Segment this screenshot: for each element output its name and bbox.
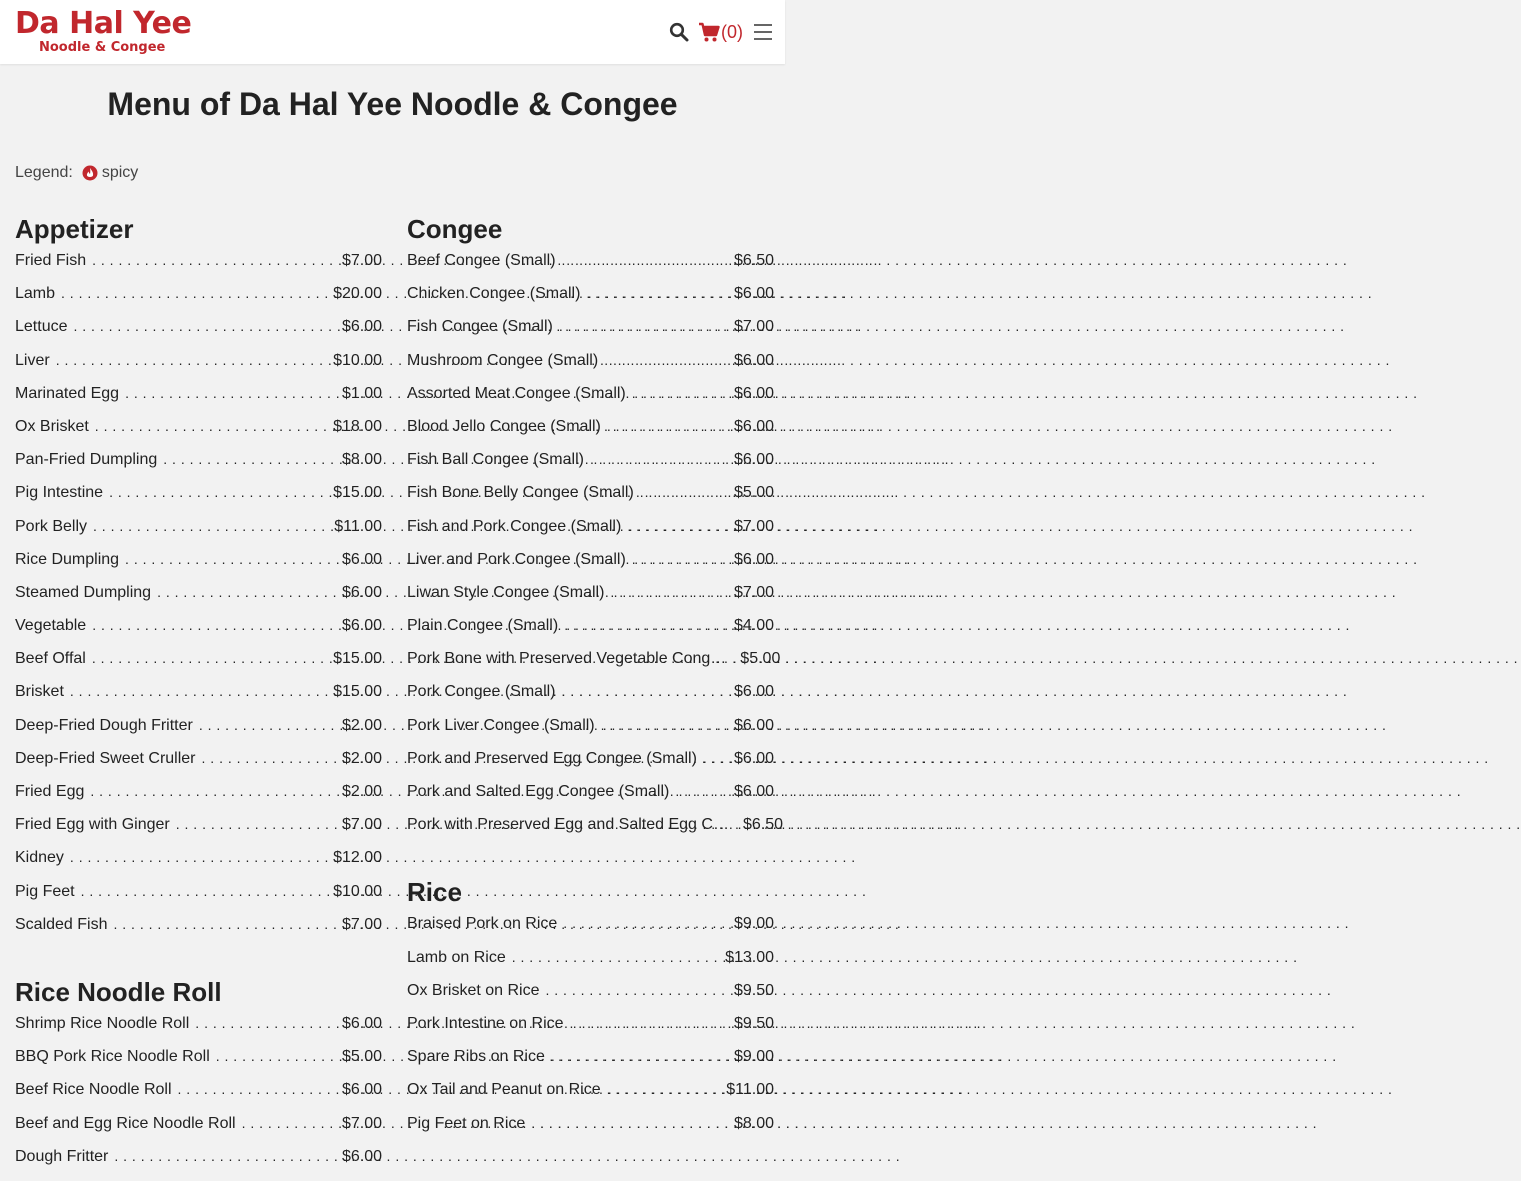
menu-item-price: $11.00 bbox=[726, 1081, 774, 1099]
menu-item[interactable] bbox=[15, 584, 382, 617]
dot-leader bbox=[70, 849, 333, 867]
menu-item-name: Brisket bbox=[15, 683, 64, 701]
dot-leader bbox=[202, 750, 342, 768]
dot-leader bbox=[114, 1148, 342, 1166]
menu-item-name: Lamb on Rice bbox=[407, 948, 506, 966]
menu-item[interactable] bbox=[407, 982, 774, 1015]
menu-item[interactable] bbox=[407, 252, 774, 285]
menu-item-name: Pork and Preserved Egg Congee (Small) bbox=[407, 749, 697, 767]
dot-leader bbox=[562, 683, 734, 701]
menu-item[interactable] bbox=[15, 816, 382, 849]
spicy-icon bbox=[82, 165, 98, 181]
menu-item-name: Rice Dumpling bbox=[15, 550, 120, 568]
menu-item[interactable] bbox=[15, 484, 382, 517]
menu-item-price: $6.00 bbox=[733, 285, 774, 303]
menu-item[interactable] bbox=[15, 252, 382, 285]
cart-button[interactable] bbox=[698, 20, 743, 44]
menu-item[interactable] bbox=[407, 783, 774, 816]
menu-item-price: $9.00 bbox=[733, 1048, 774, 1066]
menu-item-name: Fish Bone Belly Congee (Small) bbox=[407, 484, 634, 502]
menu-item-name: Lamb bbox=[15, 285, 56, 303]
section-title-appetizer: Appetizer bbox=[15, 214, 134, 244]
menu-item[interactable] bbox=[15, 1081, 382, 1114]
menu-item-name: Shrimp Rice Noodle Roll bbox=[15, 1014, 190, 1032]
section-title-congee: Congee bbox=[407, 214, 503, 244]
menu-item-name: Fried Egg with Ginger bbox=[15, 816, 170, 834]
menu-item-name: Fried Egg bbox=[15, 783, 85, 800]
menu-item-name: Fish and Pork Congee (Small) bbox=[407, 517, 622, 535]
dot-leader bbox=[610, 584, 734, 602]
menu-item[interactable] bbox=[15, 883, 382, 916]
section-rice-noodle-roll bbox=[15, 975, 382, 1181]
menu-item[interactable] bbox=[15, 650, 382, 683]
shopping-cart-icon bbox=[698, 21, 720, 43]
section-title-rice-noodle-roll: Rice Noodle Roll bbox=[15, 976, 222, 1007]
menu-item[interactable] bbox=[15, 1048, 382, 1081]
dot-leader bbox=[92, 650, 333, 668]
menu-item-name: Fish Ball Congee (Small) bbox=[407, 451, 584, 469]
menu-item[interactable] bbox=[15, 318, 382, 351]
menu-item-price: $6.00 bbox=[341, 1014, 382, 1032]
menu-item[interactable] bbox=[407, 816, 783, 849]
menu-item-name: Assorted Meat Congee (Small) bbox=[407, 384, 626, 402]
menu-item[interactable] bbox=[407, 584, 774, 617]
menu-item-name: Lettuce bbox=[15, 318, 68, 336]
menu-item-price: $7.00 bbox=[341, 1114, 382, 1132]
menu-item[interactable] bbox=[15, 385, 382, 418]
logo-sub-text: Noodle & Congee bbox=[39, 40, 166, 55]
menu-item-price: $6.00 bbox=[733, 716, 774, 734]
menu-item-price: $7.00 bbox=[733, 318, 774, 336]
menu-item[interactable] bbox=[407, 484, 774, 517]
menu-item-name: Chicken Congee (Small) bbox=[407, 285, 581, 303]
menu-item[interactable] bbox=[15, 1015, 382, 1048]
dot-leader bbox=[512, 949, 725, 967]
dot-leader bbox=[632, 385, 734, 403]
dot-leader bbox=[531, 1115, 734, 1133]
menu-item[interactable] bbox=[407, 451, 774, 484]
dot-leader bbox=[125, 551, 342, 569]
menu-item-price: $13.00 bbox=[725, 948, 774, 966]
legend bbox=[15, 164, 138, 182]
dot-leader bbox=[73, 318, 341, 336]
menu-item-price: $6.00 bbox=[341, 583, 382, 601]
menu-item-price: $6.00 bbox=[733, 749, 774, 767]
menu-item-price: $6.00 bbox=[733, 417, 774, 435]
dot-leader bbox=[562, 252, 734, 270]
menu-item-name: Deep-Fried Dough Fritter bbox=[15, 716, 193, 734]
dot-leader bbox=[81, 883, 333, 901]
menu-item-name: Pork and Salted Egg Congee (Small) bbox=[407, 783, 670, 800]
menu-item-name: Fried Fish bbox=[15, 252, 87, 269]
dot-leader bbox=[607, 418, 734, 436]
dot-leader bbox=[90, 783, 342, 801]
menu-item-name: Steamed Dumpling bbox=[15, 583, 152, 601]
dot-leader bbox=[586, 285, 734, 303]
dot-leader bbox=[559, 318, 734, 336]
menu-item-name: Pan-Fried Dumpling bbox=[15, 451, 158, 469]
dot-leader bbox=[607, 1081, 727, 1099]
dot-leader bbox=[70, 683, 333, 701]
item-list-appetizer bbox=[15, 252, 382, 949]
menu-item-price: $5.00 bbox=[740, 650, 781, 668]
legend-spicy-label: spicy bbox=[101, 164, 139, 181]
menu-item[interactable] bbox=[407, 318, 774, 351]
menu-item-name: Vegetable bbox=[15, 617, 87, 635]
dot-leader bbox=[157, 584, 342, 602]
menu-item-price: $6.00 bbox=[733, 783, 774, 800]
menu-item-price: $5.00 bbox=[733, 484, 774, 502]
menu-item-price: $6.00 bbox=[341, 617, 382, 635]
menu-item-price: $7.00 bbox=[341, 915, 382, 933]
menu-item-name: Blood Jello Congee (Small) bbox=[407, 417, 601, 435]
legend-label: Legend: bbox=[15, 164, 73, 181]
menu-item-name: Pork Bone with Preserved Vegetable Cong… bbox=[407, 650, 727, 668]
dot-leader bbox=[109, 484, 333, 502]
dot-leader bbox=[632, 551, 734, 569]
menu-item-name: Scalded Fish bbox=[15, 915, 108, 933]
menu-item-price: $6.00 bbox=[341, 550, 382, 568]
logo-main-text: Da Hal Yee bbox=[15, 6, 192, 41]
dot-leader bbox=[125, 385, 342, 403]
dot-leader bbox=[93, 518, 334, 536]
menu-item[interactable] bbox=[407, 1115, 774, 1148]
cart-count: (0) bbox=[721, 21, 743, 42]
menu-item[interactable] bbox=[407, 650, 781, 683]
menu-item-name: Deep-Fried Sweet Cruller bbox=[15, 749, 196, 767]
menu-item[interactable] bbox=[15, 783, 382, 816]
dot-leader bbox=[675, 783, 734, 801]
dot-leader bbox=[563, 915, 734, 933]
menu-column-left bbox=[15, 212, 382, 1181]
menu-item-price: $15.00 bbox=[333, 650, 382, 668]
item-list-rice bbox=[407, 915, 774, 1147]
menu-item[interactable] bbox=[407, 683, 774, 716]
menu-item[interactable] bbox=[407, 949, 774, 982]
menu-item-name: Marinated Egg bbox=[15, 384, 120, 402]
menu-item-price: $1.00 bbox=[341, 384, 382, 402]
section-congee bbox=[407, 212, 783, 849]
menu-item-name: Pork Belly bbox=[15, 517, 88, 535]
menu-item[interactable] bbox=[407, 352, 774, 385]
dot-leader bbox=[216, 1048, 342, 1066]
dot-leader bbox=[590, 451, 734, 469]
dot-leader bbox=[92, 252, 342, 270]
dot-leader bbox=[95, 418, 333, 436]
dot-leader bbox=[176, 816, 342, 834]
menu-item-price: $15.00 bbox=[333, 484, 382, 502]
dot-leader bbox=[640, 484, 734, 502]
menu-item-price: $7.00 bbox=[341, 252, 382, 269]
dot-leader bbox=[564, 617, 734, 635]
menu-item-name: Liver bbox=[15, 351, 50, 369]
dot-leader bbox=[703, 750, 734, 768]
menu-item[interactable] bbox=[407, 915, 774, 948]
menu-item-price: $9.50 bbox=[733, 1014, 774, 1032]
dot-leader bbox=[732, 650, 740, 668]
menu-item[interactable] bbox=[15, 717, 382, 750]
hamburger-menu-icon[interactable] bbox=[753, 22, 773, 42]
menu-item-price: $20.00 bbox=[333, 285, 382, 303]
menu-item-name: Pork with Preserved Egg and Salted Egg C… bbox=[407, 816, 729, 834]
menu-item[interactable] bbox=[407, 518, 774, 551]
menu-item[interactable] bbox=[407, 1048, 774, 1081]
menu-item-price: $8.00 bbox=[733, 1114, 774, 1132]
dot-leader bbox=[56, 352, 333, 370]
menu-item[interactable] bbox=[407, 750, 774, 783]
dot-leader bbox=[601, 717, 734, 735]
menu-item-price: $6.50 bbox=[742, 816, 783, 834]
menu-item[interactable] bbox=[407, 418, 774, 451]
menu-item[interactable] bbox=[15, 285, 382, 318]
menu-item-price: $18.00 bbox=[333, 417, 382, 435]
menu-item[interactable] bbox=[407, 717, 774, 750]
menu-item[interactable] bbox=[15, 551, 382, 584]
site-header bbox=[0, 0, 785, 64]
dot-leader bbox=[735, 816, 743, 834]
menu-item[interactable] bbox=[15, 683, 382, 716]
dot-leader bbox=[570, 1015, 734, 1033]
page-title: Menu of Da Hal Yee Noodle & Congee bbox=[107, 86, 678, 122]
menu-item-name: Pork Liver Congee (Small) bbox=[407, 716, 595, 734]
menu-item-name: Ox Brisket on Rice bbox=[407, 981, 540, 999]
menu-item-name: Beef Congee (Small) bbox=[407, 252, 556, 269]
menu-item-price: $9.00 bbox=[733, 915, 774, 933]
dot-leader bbox=[61, 285, 333, 303]
dot-leader bbox=[199, 717, 342, 735]
menu-item-name: Mushroom Congee (Small) bbox=[407, 351, 599, 369]
dot-leader bbox=[163, 451, 342, 469]
dot-leader bbox=[604, 352, 734, 370]
menu-item-name: Beef and Egg Rice Noodle Roll bbox=[15, 1114, 236, 1132]
menu-item-name: Ox Tail and Peanut on Rice bbox=[407, 1081, 601, 1099]
menu-item-name: Ox Brisket bbox=[15, 417, 89, 435]
menu-item-price: $6.00 bbox=[733, 451, 774, 469]
menu-item-price: $4.00 bbox=[733, 617, 774, 635]
menu-item-name: Plain Congee (Small) bbox=[407, 617, 559, 635]
menu-item[interactable] bbox=[15, 750, 382, 783]
menu-item-name: Beef Rice Noodle Roll bbox=[15, 1081, 172, 1099]
menu-item-price: $9.50 bbox=[733, 981, 774, 999]
menu-item[interactable] bbox=[15, 1148, 382, 1181]
menu-item[interactable] bbox=[15, 916, 382, 949]
menu-item-price: $6.00 bbox=[733, 351, 774, 369]
menu-item[interactable] bbox=[15, 352, 382, 385]
menu-item-price: $12.00 bbox=[333, 849, 382, 867]
menu-column-right bbox=[407, 212, 783, 1148]
section-title-rice: Rice bbox=[407, 877, 462, 908]
menu-item[interactable] bbox=[15, 518, 382, 551]
menu-item-price: $6.00 bbox=[733, 384, 774, 402]
dot-leader bbox=[92, 617, 342, 635]
menu-item-price: $10.00 bbox=[333, 351, 382, 369]
menu-item[interactable] bbox=[15, 418, 382, 451]
menu-item[interactable] bbox=[15, 617, 382, 650]
menu-item-name: Pig Feet on Rice bbox=[407, 1114, 526, 1132]
dot-leader bbox=[545, 982, 733, 1000]
menu-item-price: $10.00 bbox=[333, 882, 382, 900]
dot-leader bbox=[178, 1081, 342, 1099]
menu-item-price: $6.50 bbox=[733, 252, 774, 269]
menu-item-name: Fish Congee (Small) bbox=[407, 318, 553, 336]
menu-item-price: $7.00 bbox=[733, 517, 774, 535]
menu-item-name: Pig Intestine bbox=[15, 484, 104, 502]
menu-item-price: $6.00 bbox=[341, 318, 382, 336]
menu-item-price: $11.00 bbox=[334, 517, 382, 535]
menu-item-name: Liver and Pork Congee (Small) bbox=[407, 550, 626, 568]
menu-item-price: $15.00 bbox=[333, 683, 382, 701]
dot-leader bbox=[195, 1015, 342, 1033]
dot-leader bbox=[627, 518, 734, 536]
menu-item-name: Dough Fritter bbox=[15, 1147, 109, 1165]
menu-item[interactable] bbox=[407, 551, 774, 584]
menu-item-price: $6.00 bbox=[733, 683, 774, 701]
menu-item-name: BBQ Pork Rice Noodle Roll bbox=[15, 1048, 210, 1066]
menu-item-name: Liwan Style Congee (Small) bbox=[407, 583, 605, 601]
menu-item-name: Pork Congee (Small) bbox=[407, 683, 556, 701]
menu-item-price: $2.00 bbox=[341, 783, 382, 800]
menu-item[interactable] bbox=[407, 1015, 774, 1048]
menu-item-price: $2.00 bbox=[341, 716, 382, 734]
menu-item[interactable] bbox=[407, 617, 774, 650]
menu-item[interactable] bbox=[407, 285, 774, 318]
item-list-congee bbox=[407, 252, 783, 849]
menu-item[interactable] bbox=[15, 451, 382, 484]
menu-item-name: Pig Feet bbox=[15, 882, 75, 900]
section-rice bbox=[407, 875, 774, 1147]
restaurant-logo[interactable] bbox=[15, 8, 190, 58]
menu-item-price: $6.00 bbox=[341, 1081, 382, 1099]
dot-leader bbox=[114, 916, 342, 934]
menu-item-name: Spare Ribs on Rice bbox=[407, 1048, 545, 1066]
menu-item-price: $7.00 bbox=[341, 816, 382, 834]
menu-item[interactable] bbox=[15, 849, 382, 882]
menu-item-name: Braised Pork on Rice bbox=[407, 915, 558, 933]
menu-item[interactable] bbox=[407, 1081, 774, 1114]
menu-item-price: $8.00 bbox=[341, 451, 382, 469]
menu-item-price: $6.00 bbox=[733, 550, 774, 568]
menu-item-name: Kidney bbox=[15, 849, 64, 867]
dot-leader bbox=[242, 1115, 342, 1133]
dot-leader bbox=[551, 1048, 734, 1066]
menu-item-price: $5.00 bbox=[341, 1048, 382, 1066]
section-appetizer bbox=[15, 212, 382, 949]
menu-item-price: $2.00 bbox=[341, 749, 382, 767]
menu-item[interactable] bbox=[407, 385, 774, 418]
menu-item-name: Beef Offal bbox=[15, 650, 86, 668]
search-icon[interactable] bbox=[669, 22, 689, 42]
menu-item[interactable] bbox=[15, 1115, 382, 1148]
menu-item-price: $7.00 bbox=[733, 583, 774, 601]
menu-item-price: $6.00 bbox=[341, 1147, 382, 1165]
menu-item-name: Pork Intestine on Rice bbox=[407, 1014, 564, 1032]
item-list-rice-noodle-roll bbox=[15, 1015, 382, 1181]
